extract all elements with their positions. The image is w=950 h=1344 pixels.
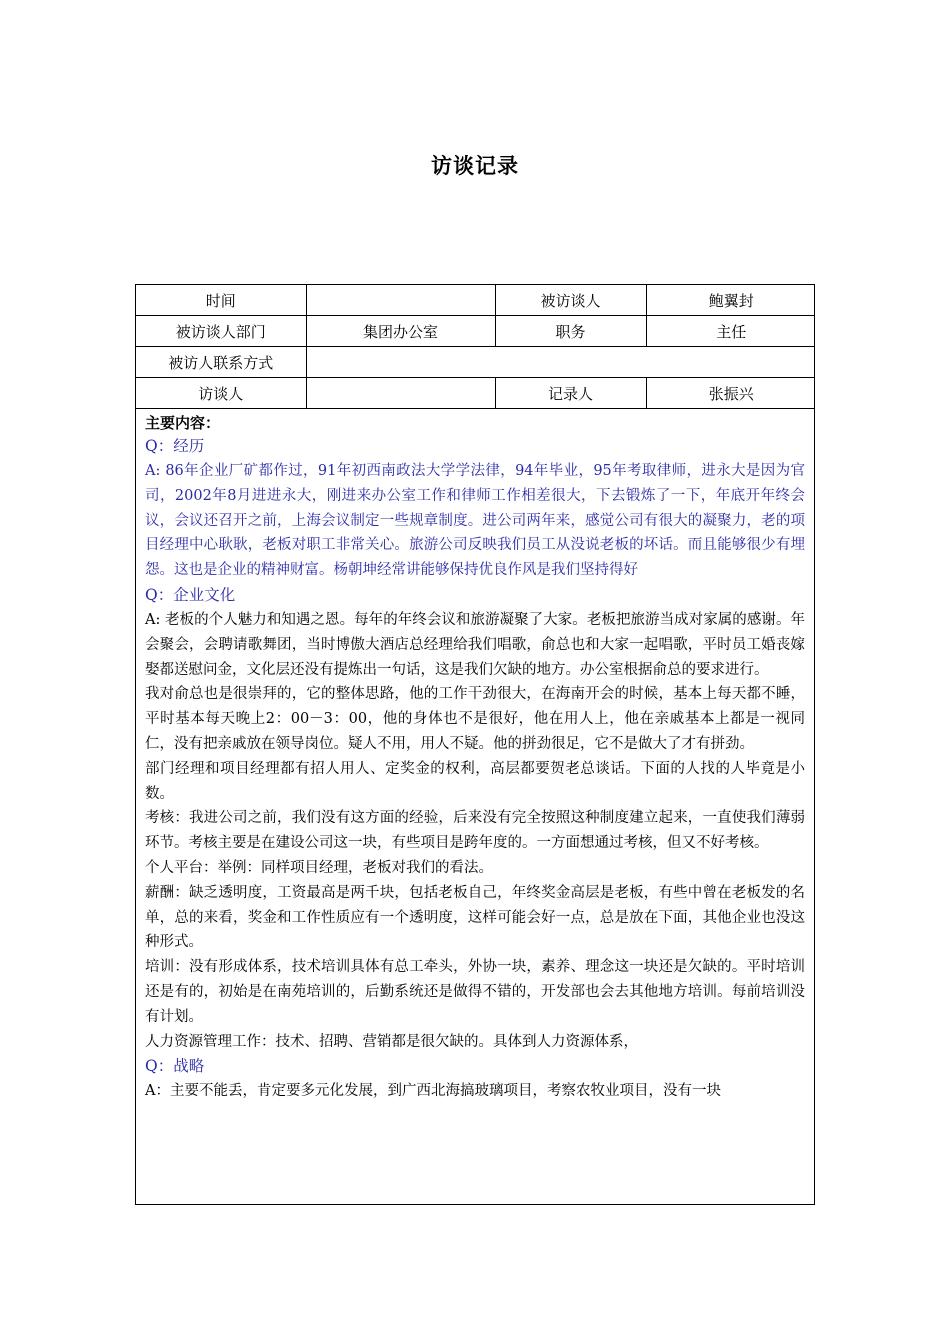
time-value — [306, 285, 495, 316]
position-value: 主任 — [646, 316, 815, 347]
info-row-dept — [136, 316, 815, 347]
question-experience: Q：经历 — [145, 437, 205, 455]
position-label: 职务 — [495, 316, 646, 347]
time-label: 时间 — [136, 285, 306, 316]
dept-value: 集团办公室 — [306, 316, 495, 347]
paragraph-managers: 部门经理和项目经理都有招人用人、定奖金的权利，高层都要贺老总谈话。下面的人找的人毕竟是小数。 — [145, 760, 805, 802]
answer-strategy: A：主要不能丢，肯定要多元化发展，到广西北海搞玻璃项目，考察农牧业项目，没有一块 — [145, 1083, 721, 1100]
interviewee-value: 鲍翼封 — [646, 285, 815, 316]
interviewer-label: 访谈人 — [136, 378, 306, 409]
contact-label: 被访人联系方式 — [136, 347, 306, 378]
recorder-value: 张振兴 — [646, 378, 815, 409]
info-row-interviewer — [136, 378, 815, 409]
contact-value — [306, 347, 815, 378]
main-content — [136, 409, 814, 1104]
answer-experience: A: 86年企业厂矿都作过，91年初西南政法大学学法律，94年毕业，95年考取律师，进永大是因为官司，2002年8月进进永大，刚进来办公室工作和律师工作相差很大，下去锻炼了一下，年底开年终会议，会议还召开之前，上海会议制定一些规章制度。进公司两年来，感觉公司有很大的凝聚力，老的项目经理中心耿耿，老板对职工非常关心。旅游公司反映我们员工从没说老板的坏话。而且能够很少有埋怨。这也是企业的精神财富。杨朝坤经常讲能够保持优良作风是我们坚持得好 — [145, 463, 805, 579]
question-culture: Q：企业文化 — [145, 585, 236, 604]
dept-label: 被访谈人部门 — [136, 316, 306, 347]
paragraph-assessment: 考核：我进公司之前，我们没有这方面的经验，后来没有完全按照这种制度建立起来，一直使我们薄弱环节。考核主要是在建设公司这一块，有些项目是跨年度的。一方面想通过考核，但又不好考核。 — [145, 810, 805, 852]
answer-culture: A: 老板的个人魅力和知遇之恩。每年的年终会议和旅游凝聚了大家。老板把旅游当成对家属的感谢。年会聚会，会聘请歌舞团，当时博傲大酒店总经理给我们唱歌，俞总也和大家一起唱歌，平时员工婚丧嫁娶都送慰问金，文化层还没有提炼出一句话，这是我们欠缺的地方。办公室根据俞总的要求进行。 — [145, 611, 805, 678]
recorder-label: 记录人 — [495, 378, 646, 409]
paragraph-boss: 我对俞总也是很崇拜的，它的整体思路，他的工作干劲很大，在海南开会的时候，基本上每天都不睡，平时基本每天晚上2：00－3：00，他的身体也不是很好，他在用人上，他在亲戚基本上都是一视同仁，没有把亲戚放在领导岗位。疑人不用，用人不疑。他的拼劲很足，它不是做大了才有拼劲。 — [145, 686, 805, 752]
paragraph-salary: 薪酬：缺乏透明度，工资最高是两千块，包括老板自己，年终奖金高层是老板，有些中曾在老板发的名单，总的来看，奖金和工作性质应有一个透明度，这样可能会好一点，总是放在下面，其他企业也没这种形式。 — [145, 884, 805, 951]
info-row-time — [136, 285, 815, 316]
interviewer-value — [306, 378, 495, 409]
content-heading: 主要内容： — [145, 414, 221, 432]
interviewee-label: 被访谈人 — [495, 285, 646, 316]
paragraph-hr: 人力资源管理工作：技术、招聘、营销都是很欠缺的。具体到人力资源体系， — [145, 1033, 638, 1050]
interview-form — [135, 284, 815, 1205]
paragraph-platform: 个人平台：举例：同样项目经理，老板对我们的看法。 — [145, 859, 493, 876]
paragraph-training: 培训：没有形成体系，技术培训具体有总工牵头，外协一块，素养、理念这一块还是欠缺的。平时培训还是有的，初始是在南苑培训的，后勤系统还是做得不错的，开发部也会去其他地方培训。每前培训没有计划。 — [145, 959, 805, 1025]
question-strategy: Q：战略 — [145, 1057, 205, 1076]
info-table — [136, 285, 815, 409]
document-title: 访谈记录 — [431, 153, 519, 178]
info-row-contact — [136, 347, 815, 378]
